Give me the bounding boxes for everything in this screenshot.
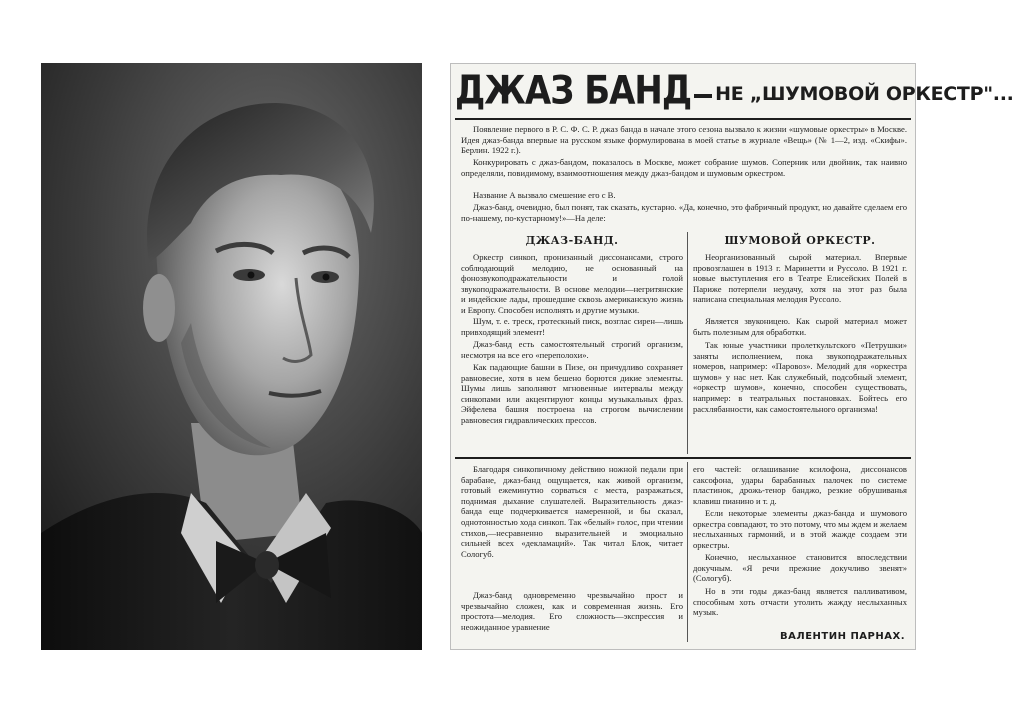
bottom-right-paragraph: его частей: оглашивание ксилофона, диссонансов саксофона, удары барабанных палочек по системе пластинок, дрожь-тенор банджо, резкие обрушиванья клавиш пианино и т. д. <box>693 464 907 506</box>
left-column-paragraph: Шум, т. е. треск, гротескный писк, возглас сирен—лишь привходящий элемент! <box>461 316 683 337</box>
intro-paragraph: Конкурировать с джаз-бандом, показалось в Москве, может собрание шумов. Соперник или двойник, так наивно определяли, повидимому, взаимоотношения между джаз-бандом и шумовым оркестром. <box>461 157 907 178</box>
bottom-left-paragraph: Джаз-банд одновременно чрезвычайно прост и чрезвычайно сложен, как и современная жизнь. Его простота—мелодия. Его сложность—экспрессия и неожиданное уравнение <box>461 590 683 632</box>
author-signature: ВАЛЕНТИН ПАРНАХ. <box>780 631 905 642</box>
bottom-left-paragraph: Благодаря синкопичному действию ножной педали при барабане, джаз-банд ощущается, как живой организм, готовый ежеминутно сорваться с места, разражаться, поднимая дыхание слушателей. Выразительность джаз-банда еще подчеркивается намеренной, и бы сказал, однотонностью хода синкоп. Так «белый» голос, при чтении стихов,—несравненно выразительней и эмоциально сильней всех «декламаций». Так читал Блок, читает Сологуб. <box>461 464 683 559</box>
bottom-right-paragraph: Если некоторые элементы джаз-банда и шумового оркестра совпадают, то это потому, что мы ждем и желаем неслыханных гармоний, и в этой жажде создаем эти оркестры. <box>693 508 907 550</box>
right-column-paragraph: Неорганизованный сырой материал. Впервые провозглашен в 1913 г. Маринетти и Руссоло. В 1921 г. новые выступления его в Театре Елисейских Полей в Париже потерпели неудачу, хотя на этот раз была написана специальная мелодия Руссоло. <box>693 252 907 305</box>
intro-paragraph: Джаз-банд, очевидно, был понят, так сказать, кустарно. «Да, конечно, это фабричный продукт, но давайте сделаем его по-нашему, по-кустарному!»—На деле: <box>461 202 907 223</box>
intro-paragraph: Название А вызвало смешение его с В. <box>473 190 616 200</box>
intro-paragraph: Появление первого в Р. С. Ф. С. Р. джаз банда в начале этого сезона вызвало к жизни «шумовые оркестры» в Москве. Идея джаз-банда впервые на русском языке формулирована в моей статье в журнале «Вещь» (№ 1—2, изд. «Скифы». Берлин. 1922 г.). <box>461 124 907 156</box>
newspaper-clipping <box>450 63 1014 650</box>
left-column-paragraph: Оркестр синкоп, пронизанный диссонансами, строго соблюдающий мелодию, не основанный на фонозвукоподражательности и голой звукоподражательности. В основе мелодии—негритянские и индейские лады, прошедшие сквозь американскую жизнь и Европу. Способен исполнять и другие музыки. <box>461 252 683 315</box>
portrait-image <box>41 63 422 650</box>
column-divider <box>687 232 688 454</box>
portrait-photo <box>41 63 422 650</box>
left-column-title: ДЖАЗ-БАНД. <box>525 234 619 247</box>
left-column-paragraph: Как падающие башни в Пизе, он причудливо сохраняет равновесие, хотя в нем бешено борются дикие элементы. Шумы лишь заполняют мгновенные интервалы между синкопами или акцентируют концы музыкальных фраз. Эйфелева башня построена на строгом вычислении равновесия гидравлических прессов. <box>461 362 683 425</box>
bottom-column-divider <box>687 462 688 642</box>
headline-subtitle: НЕ „ШУМОВОЙ ОРКЕСТР"... <box>715 83 1014 105</box>
headline-main: ДЖАЗ БАНД <box>455 68 692 114</box>
bottom-right-paragraph: Но в эти годы джаз-банд является палливативом, способным хоть отчасти утолить жажду неслыханных музык. <box>693 586 907 618</box>
right-column-title: ШУМОВОЙ ОРКЕСТР. <box>724 234 876 247</box>
headline-dash <box>694 94 712 98</box>
section-rule <box>455 457 911 459</box>
article-headline <box>455 68 1014 114</box>
bottom-right-paragraph: Конечно, неслыханное становится впоследствии докучным. «Я речи прежние докучливо звенят» (Сологуб). <box>693 552 907 584</box>
right-column-paragraph: Является звуконицею. Как сырой материал может быть полезным для обработки. <box>693 316 907 337</box>
headline-rule <box>455 118 911 120</box>
left-column-paragraph: Джаз-банд есть самостоятельный строгий организм, несмотря на все его «переполохи». <box>461 339 683 360</box>
right-column-paragraph: Так юные участники пролеткультского «Петрушки» заняты исполнением, пока звукоподражательных номеров, например: «Паровоз». Мелодий для «оркестра шумов» у нас нет. Как служебный, подсобный элемент, «оркестр шумов», конечно, способен существовать, например: в театральных постановках. Бойтесь его расхлябанности, как самостоятельного организма! <box>693 340 907 414</box>
